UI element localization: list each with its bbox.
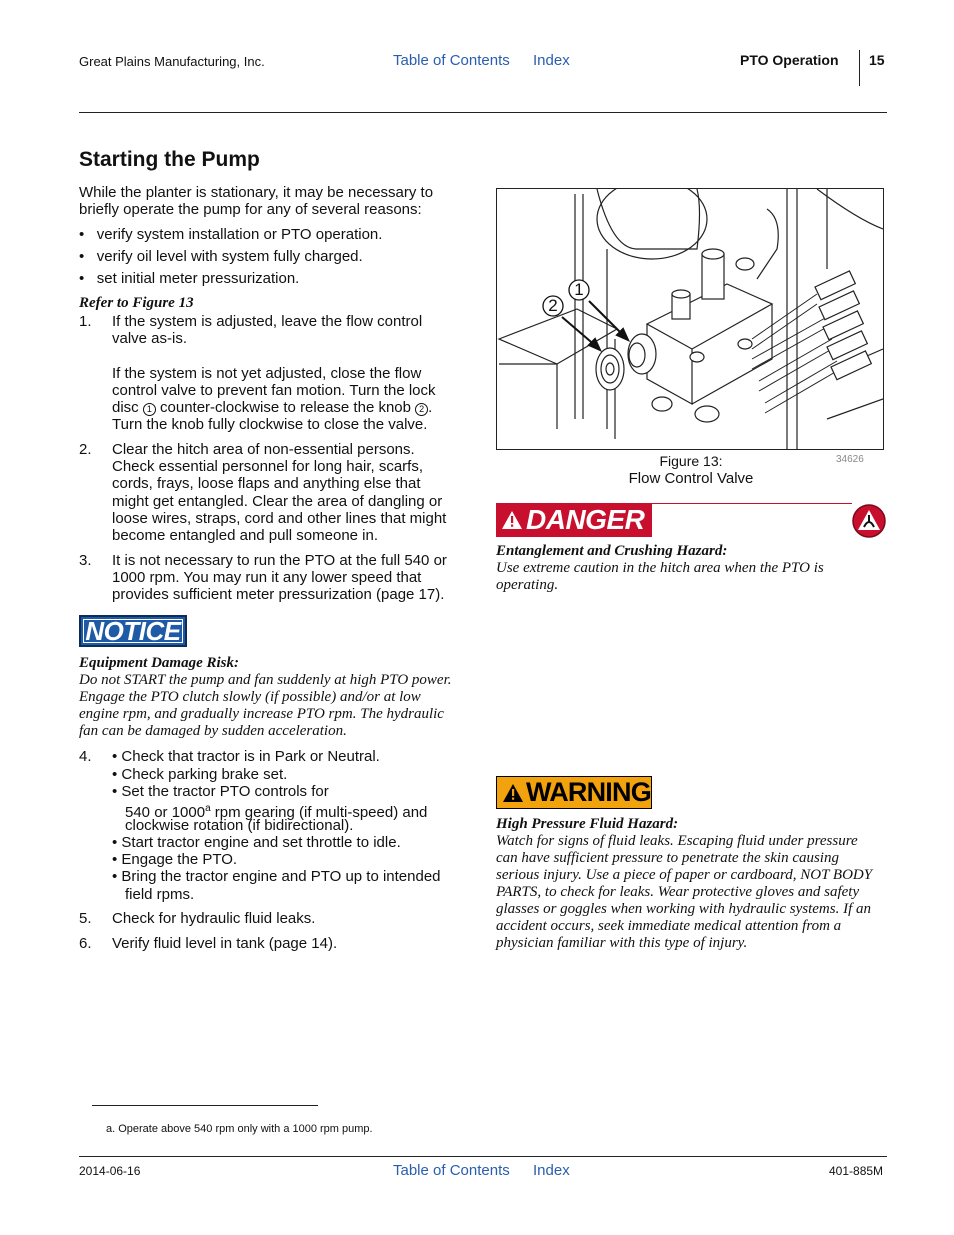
step-3-number: 3. [79,552,92,569]
step-4-line: • Check that tractor is in Park or Neutral. [112,748,380,765]
step-2-line: become entangled and pull someone in. [112,527,379,544]
intro-line-1: While the planter is stationary, it may be necessary to [79,184,434,201]
step-4-line: field rpms. [125,886,195,903]
notice-title: Equipment Damage Risk: [79,655,240,671]
step-1-line-3: If the system is not yet adjusted, close the flow [112,365,422,382]
header-rule [79,112,887,113]
step-4-line: • Check parking brake set. [112,766,288,783]
step-4-line: • Start tractor engine and set throttle to idle. [112,834,401,851]
step-4-line: • Engage the PTO. [112,851,238,868]
bullet-2: • verify oil level with system fully charged. [79,248,363,265]
step-2-line: might get entangled. Clear the area of dangling or [112,493,443,510]
refer-figure: Refer to Figure 13 [79,295,194,311]
footnote-rule [92,1105,318,1106]
notice-line: fan can be damaged by sudden acceleration. [79,723,347,739]
step-3-line: provides sufficient meter pressurization (page 17). [112,586,445,603]
step-2-line: loose wires, straps, cord and other lines that might [112,510,447,527]
notice-line: Engage the PTO clutch slowly (if possible) and/or at low [79,689,421,705]
warning-line: serious injury. Use a piece of paper or cardboard, NOT BODY [496,867,873,883]
step-1-line-1: If the system is adjusted, leave the flow control [112,313,423,330]
step-1-line-2: valve as-is. [112,330,188,347]
warning-line: can have sufficient pressure to penetrate the skin causing [496,850,839,866]
notice-label: NOTICE [79,615,187,647]
notice-line: engine rpm, and gradually increase PTO rpm. The hydraulic [79,706,444,722]
figure-caption-title: Flow Control Valve [628,470,754,487]
step-1-number: 1. [79,313,92,330]
step-5-text: Check for hydraulic fluid leaks. [112,910,316,927]
figure-13-frame [496,188,884,450]
warning-line: Watch for signs of fluid leaks. Escaping fluid under pressure [496,833,858,849]
step-2-line: cords, frays, loose flaps and anything else that [112,475,421,492]
header-divider [859,50,860,86]
callout-2-inline: 2 [415,403,428,416]
header-index-link[interactable]: Index [533,52,570,69]
warning-label: WARNING [496,776,652,809]
flow-control-valve-illustration [497,189,883,449]
step-4-line: • Bring the tractor engine and PTO up to intended [112,868,441,885]
notice-line: Do not START the pump and fan suddenly at high PTO power. [79,672,452,688]
step-3-line: 1000 rpm. You may run it any lower speed that [112,569,422,586]
step-5-number: 5. [79,910,92,927]
callout-1-inline: 1 [143,403,156,416]
header-toc-link[interactable]: Table of Contents [393,52,510,69]
footnote-text: a. Operate above 540 rpm only with a 1000 rpm pump. [106,1123,373,1135]
warning-line: accident occurs, seek immediate medical attention from a [496,918,842,934]
bullet-3: • set initial meter pressurization. [79,270,300,287]
danger-rule [652,503,852,504]
step-2-line: Check essential personnel for long hair, scarfs, [112,458,423,475]
footer-rule [79,1156,887,1157]
step-3-line: It is not necessary to run the PTO at the full 540 or [112,552,447,569]
danger-line: operating. [496,577,559,593]
figure-reference-number: 34626 [836,454,864,465]
step-4-number: 4. [79,748,92,765]
warning-line: PARTS, to check for leaks. Wear protective gloves and safety [496,884,860,900]
step-1-line-6: Turn the knob fully clockwise to close the valve. [112,416,428,433]
step-6-number: 6. [79,935,92,952]
footnote-marker: a [205,803,211,814]
figure-callout-1: 1 [574,280,584,299]
footer-doc-number: 401-885M [829,1164,884,1178]
step-2-line: Clear the hitch area of non-essential persons. [112,441,415,458]
header-company: Great Plains Manufacturing, Inc. [79,54,265,69]
danger-label: DANGER [496,503,652,537]
step-6-text: Verify fluid level in tank (page 14). [112,935,338,952]
footer-index-link[interactable]: Index [533,1162,570,1179]
figure-callout-2: 2 [548,296,558,315]
warning-triangle-icon [501,510,523,530]
step-4-line: • Set the tractor PTO controls for [112,783,329,800]
warning-line: physician familiar with this type of injury. [496,935,748,951]
warning-line: glasses or goggles when working with hydraulic systems. If an [496,901,871,917]
section-heading: Starting the Pump [79,148,260,171]
header-section: PTO Operation [740,52,839,68]
step-1-line-5: disc 1 counter-clockwise to release the knob 2 . [112,399,433,416]
step-1-line-4: control valve to prevent fan motion. Turn the lock [112,382,436,399]
step-4-line: clockwise rotation (if bidirectional). [125,817,354,834]
entanglement-hazard-icon [851,503,887,539]
step-2-number: 2. [79,441,92,458]
danger-title: Entanglement and Crushing Hazard: [496,543,728,559]
footer-toc-link[interactable]: Table of Contents [393,1162,510,1179]
warning-triangle-icon [502,783,524,803]
page-number: 15 [869,52,885,68]
step-4-line: 540 or 1000$^a$ rpm gearing (if multi-speed) and [125,803,428,821]
bullet-1: • verify system installation or PTO operation. [79,226,383,243]
footer-date: 2014-06-16 [79,1164,141,1178]
intro-line-2: briefly operate the pump for any of several reasons: [79,201,422,218]
warning-title: High Pressure Fluid Hazard: [496,816,679,832]
danger-line: Use extreme caution in the hitch area when the PTO is [496,560,824,576]
figure-caption-label: Figure 13: [659,453,723,469]
